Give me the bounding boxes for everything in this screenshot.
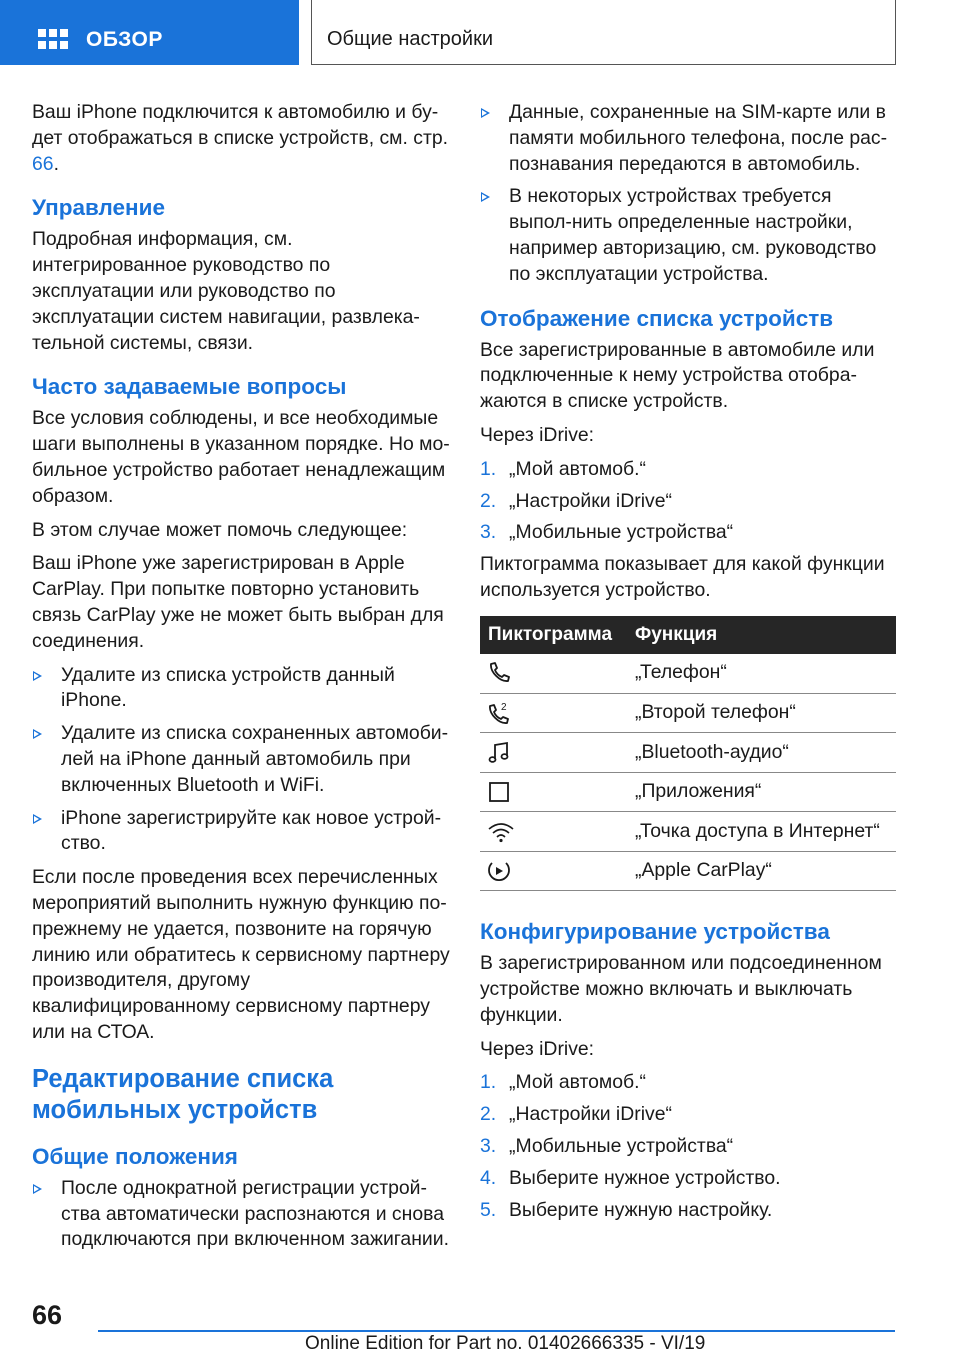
list-item-text: Данные, сохраненные на SIM-карте или в памяти мобильного телефона, после рас-познавания передаются в автомобиль. <box>509 101 888 175</box>
via-idrive: Через iDrive: <box>480 423 595 446</box>
step-text: „Мой автомоб.“ <box>509 1071 647 1094</box>
page-link[interactable]: 66 <box>32 152 54 175</box>
via-idrive-2: Через iDrive: <box>480 1037 595 1060</box>
table-row <box>480 851 896 891</box>
control-paragraph: Подробная информация, см. интегрированное руководство по эксплуатации или руководство по эксплуатации систем навигации, развлека-тельной системы, связи. <box>32 228 420 354</box>
step-text: „Мой автомоб.“ <box>509 457 647 480</box>
list-item-text: Удалите из списка устройств данный iPhone. <box>61 663 395 712</box>
step-item <box>480 489 898 515</box>
table-header-icon: Пиктограмма <box>480 616 635 654</box>
icon-cell <box>480 772 635 812</box>
step-text: Выберите нужную настройку. <box>509 1198 773 1221</box>
list-item <box>32 1176 450 1253</box>
table-header-function: Функция <box>635 616 896 654</box>
list-item-text: iPhone зарегистрируйте как новое устрой-ство. <box>61 806 442 855</box>
phone-icon <box>486 660 512 686</box>
step-number: 1. <box>480 457 497 480</box>
list-item-text: После однократной регистрации устрой-ства автоматически распознаются и снова подключаются при включенном зажигании. <box>61 1176 449 1251</box>
triangle-bullet-icon <box>481 108 490 118</box>
list-item <box>480 184 898 287</box>
step-item <box>480 1166 898 1192</box>
triangle-bullet-icon <box>481 192 490 202</box>
intro-paragraph <box>32 100 450 177</box>
step-item <box>480 1198 898 1224</box>
function-label: „Apple CarPlay“ <box>635 851 896 891</box>
steps-list-1 <box>480 457 898 546</box>
step-item <box>480 1070 898 1096</box>
triangle-bullet-icon <box>33 671 42 681</box>
step-text: „Настройки iDrive“ <box>509 489 672 512</box>
list-item-text: В некоторых устройствах требуется выпол-нить определенные настройки, например авторизацию, см. руководство по эксплуатации устройства. <box>509 185 877 285</box>
config-paragraph: В зарегистрированном или подсоединенном устройстве можно включать и выключать функции. <box>480 952 882 1026</box>
table-row <box>480 772 896 812</box>
list-item <box>32 806 450 858</box>
table-row <box>480 812 896 852</box>
function-label: „Второй телефон“ <box>635 693 896 733</box>
list-item <box>32 721 450 798</box>
step-number: 5. <box>480 1198 497 1221</box>
step-text: „Мобильные устройства“ <box>509 1135 734 1158</box>
faq-paragraph-3: Ваш iPhone уже зарегистрирован в Apple CarPlay. При попытке повторно установить связь CarPlay уже не может быть выбран для соединения. <box>32 552 444 652</box>
list-item <box>480 100 898 177</box>
edition-text: Online Edition for Part no. 01402666335 - VI/19 <box>305 1333 706 1354</box>
carplay-play-icon <box>486 858 512 884</box>
function-label: „Телефон“ <box>635 654 896 694</box>
step-item <box>480 1102 898 1128</box>
faq-paragraph-4: Если после проведения всех перечисленных мероприятий выполнить нужную функцию по-прежнему не удается, позвоните на горячую линию или обратитесь к сервисному партнеру производителя, другому квалифицированному сервисному партнеру или на СТОА. <box>32 866 450 1043</box>
icon-cell <box>480 733 635 773</box>
step-item <box>480 457 898 483</box>
function-label: „Точка доступа в Интернет“ <box>635 812 896 852</box>
icon-cell <box>480 693 635 733</box>
icons-paragraph: Пиктограмма показывает для какой функции используется устройство. <box>480 553 885 601</box>
faq-paragraph-1: Все условия соблюдены, и все необходимые шаги выполнены в указанном порядке. Но мо-бильное устройство работает ненадлежащим образом. <box>32 407 450 507</box>
step-item <box>480 520 898 546</box>
device-list-paragraph: Все зарегистрированные в автомобиле или подключенные к нему устройства отобра-жаются в списке устройств. <box>480 338 875 413</box>
step-number: 2. <box>480 489 497 512</box>
list-item <box>32 663 450 715</box>
table-row <box>480 733 896 773</box>
table-row <box>480 654 896 694</box>
triangle-bullet-icon <box>33 1184 42 1194</box>
heading-edit-list: Редактирование списка мобильных устройств <box>32 1064 334 1124</box>
step-text: „Настройки iDrive“ <box>509 1103 672 1126</box>
step-text: „Мобильные устройства“ <box>509 521 734 544</box>
triangle-bullet-icon <box>33 814 42 824</box>
section-header <box>311 0 896 65</box>
intro-end: . <box>53 152 59 175</box>
step-number: 2. <box>480 1103 497 1126</box>
step-number: 3. <box>480 521 497 544</box>
step-number: 1. <box>480 1071 497 1094</box>
faq-bullet-list <box>32 663 450 858</box>
section-title: Общие настройки <box>327 28 493 50</box>
music-note-icon <box>486 740 512 766</box>
overview-tab[interactable] <box>0 0 299 65</box>
footer-divider <box>98 1330 895 1332</box>
table-header-row <box>480 616 896 654</box>
apps-square-icon <box>486 779 512 805</box>
step-item <box>480 1134 898 1160</box>
heading-general: Общие положения <box>32 1143 238 1169</box>
intro-text: Ваш iPhone подключится к автомобилю и бу-дет отображаться в списке устройств, см. стр. <box>32 101 449 149</box>
heading-config: Конфигурирование устройства <box>480 919 830 945</box>
heading-device-list: Отображение списка устройств <box>480 305 834 331</box>
right-column <box>480 100 898 1229</box>
page-number: 66 <box>32 1300 63 1330</box>
faq-paragraph-2: В этом случае может помочь следующее: <box>32 518 408 541</box>
icon-cell <box>480 812 635 852</box>
general-bullet-list <box>32 1176 450 1253</box>
table-row <box>480 693 896 733</box>
grid-menu-icon <box>38 29 68 53</box>
general-bullet-list-cont <box>480 100 898 288</box>
heading-control: Управление <box>32 195 165 221</box>
step-number: 3. <box>480 1135 497 1158</box>
step-number: 4. <box>480 1166 497 1189</box>
steps-list-2 <box>480 1070 898 1223</box>
wifi-hotspot-icon <box>486 819 516 845</box>
function-label: „Bluetooth-аудио“ <box>635 733 896 773</box>
list-item-text: Удалите из списка сохраненных автомоби-лей на iPhone данный автомобиль при включенных Bluetooth и WiFi. <box>61 722 449 796</box>
icons-table <box>480 616 896 892</box>
icon-cell <box>480 851 635 891</box>
heading-faq: Часто задаваемые вопросы <box>32 374 347 400</box>
svg-text:2: 2 <box>501 702 507 713</box>
function-label: „Приложения“ <box>635 772 896 812</box>
overview-tab-label: ОБЗОР <box>86 28 163 51</box>
left-column <box>32 100 450 1261</box>
triangle-bullet-icon <box>33 729 42 739</box>
second-phone-icon <box>486 700 512 726</box>
icon-cell <box>480 654 635 694</box>
step-text: Выберите нужное устройство. <box>509 1166 781 1189</box>
